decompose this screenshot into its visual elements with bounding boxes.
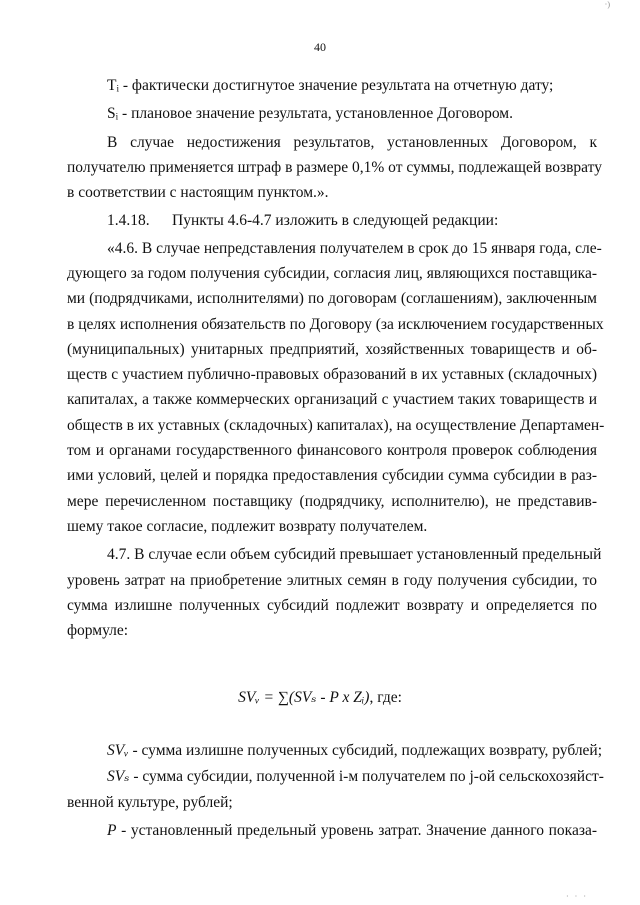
symbol: SVₛ [107, 768, 130, 785]
paragraph-line: в соответствии с настоящим пунктом.». [67, 184, 329, 201]
paragraph-line: (муниципальных) унитарных предприятий, хозяйственных товариществ и об- [67, 341, 597, 358]
symbol: P [107, 822, 117, 839]
symbol: SVᵥ [107, 742, 129, 759]
paragraph-line: Sᵢ - плановое значение результата, установленное Договором. [107, 105, 513, 122]
definition-text: - сумма излишне полученных субсидий, подлежащих возврату, рублей; [128, 742, 603, 759]
paragraph-line: уровень затрат на приобретение элитных семян в году получения субсидии, то [67, 572, 597, 589]
paragraph-line: в целях исполнения обязательств по Договору (за исключением государственных [67, 316, 604, 333]
item-heading: Пункты 4.6-4.7 изложить в следующей редакции: [172, 212, 499, 229]
paragraph-line: ими условий, целей и порядка предоставления субсидии сумма субсидии в раз- [67, 467, 597, 484]
formula-expression: SVᵥ = ∑(SVₛ - P x Zᵢ) [238, 689, 370, 706]
paragraph-line: Tᵢ - фактически достигнутое значение результата на отчетную дату; [107, 77, 554, 94]
paragraph-line: получателю применяется штраф в размере 0,1% от суммы, подлежащей возврату [67, 159, 602, 176]
paragraph-line: шему такое согласие, подлежит возврату получателем. [67, 518, 428, 535]
paragraph-line: венной культуре, рублей; [67, 794, 233, 811]
definition-text: - установленный предельный уровень затрат. Значение данного показа- [116, 822, 597, 839]
scan-mark: · · · [566, 892, 588, 901]
formula-tail: , где: [369, 689, 402, 706]
formula [0, 688, 640, 708]
paragraph-line: ми (подрядчиками, исполнителями) по договорам (соглашениям), заключенным [67, 290, 597, 307]
paragraph-line: том и органами государственного финансового контроля проверок соблюдения [67, 442, 597, 459]
paragraph-line: 4.7. В случае если объем субсидий превышает установленный предельный [107, 546, 602, 563]
corner-mark: ·) [604, 0, 610, 9]
paragraph-line: ществ с участием публично-правовых образований в их уставных (складочных) [67, 366, 597, 383]
paragraph-line: В случае недостижения результатов, установленных Договором, к [107, 134, 597, 151]
paragraph-line: капиталах, а также коммерческих организаций с участием таких товариществ и [67, 391, 597, 408]
paragraph-line: сумма излишне полученных субсидий подлежит возврату и определяется по [67, 597, 597, 614]
definition-line [107, 767, 604, 787]
definition-text: - сумма субсидии, полученной i-м получателем по j-ой сельскохозяйст- [129, 768, 604, 785]
paragraph-line: обществ в их уставных (складочных) капиталах), на осуществление Департамен- [67, 417, 605, 434]
definition-line [107, 741, 603, 761]
definition-line [107, 821, 597, 841]
item-number: 1.4.18. [107, 212, 150, 229]
paragraph-line: мере перечисленном поставщику (подрядчику, исполнителю), не представив- [67, 493, 597, 510]
paragraph-line: дующего за годом получения субсидии, согласия лиц, являющихся поставщика- [67, 265, 597, 282]
paragraph-line: «4.6. В случае непредставления получателем в срок до 15 января года, сле- [107, 240, 602, 257]
paragraph-line: формуле: [67, 622, 129, 639]
page-number: 40 [314, 40, 326, 54]
